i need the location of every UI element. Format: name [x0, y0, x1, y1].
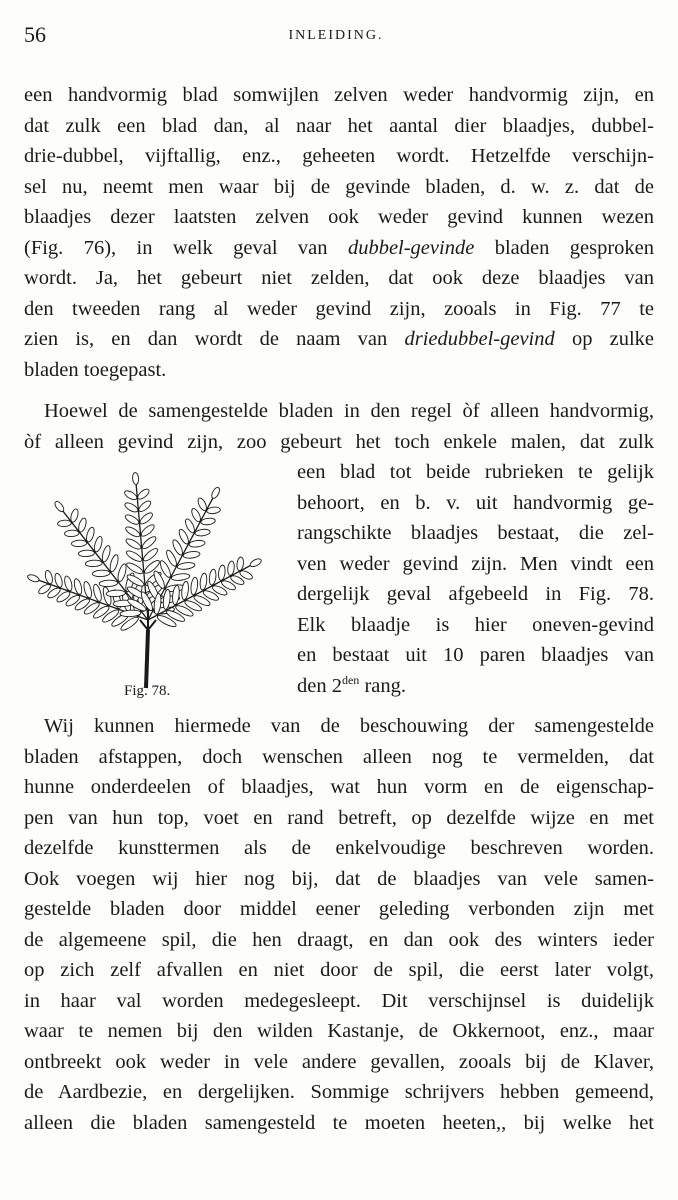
text-line: een handvormig blad somwijlen zelven weder handvormig zijn, en [24, 84, 654, 106]
paragraph-3 [24, 711, 654, 1138]
text-line: Hoewel de samengestelde bladen in den regel òf alleen handvormig, [44, 400, 654, 422]
text-line: sel nu, neemt men waar bij de gevinde bladen, d. w. z. dat de [24, 175, 654, 198]
text-line: bladen afstappen, doch wenschen alleen nog te vermelden, dat [24, 745, 654, 768]
text-line: Wij kunnen hiermede van de beschouwing der samengestelde [44, 715, 654, 737]
text-line: Elk blaadje is hier oneven-gevind [297, 613, 654, 636]
text-line: dezelfde kunsttermen als de enkelvoudige beschreven worden. [24, 837, 654, 859]
text-line: een blad tot beide rubrieken te gelijk [297, 461, 654, 483]
text-line: en bestaat uit 10 paren blaadjes van [297, 644, 654, 666]
paragraph-2-beside-figure [297, 457, 654, 701]
text-line: pen van hun top, voet en rand betreft, op dezelfde wijze en met [24, 806, 654, 829]
paragraph-2 [24, 396, 654, 457]
text-line: de Aardbezie, en dergelijken. Sommige schrijvers hebben gemeend, [24, 1081, 654, 1103]
text-line: Ook voegen wij hier nog bij, dat de blaadjes van vele samen- [24, 867, 654, 890]
text-line: bladen toegepast. [24, 358, 167, 381]
page-number: 56 [24, 22, 46, 47]
text-line: ontbreekt ook weder in vele andere gevallen, zooals bij de Klaver, [24, 1050, 654, 1073]
text-line: de algemeene spil, die hen draagt, en dan ook des winters ieder [24, 928, 654, 951]
text-line: òf alleen gevind zijn, zoo gebeurt het toch enkele malen, dat zulk [24, 430, 654, 453]
text-line: dergelijk geval afgebeeld in Fig. 78. [297, 583, 654, 605]
text-line: blaadjes dezer laatsten zelven ook weder gevind kunnen wezen [24, 206, 654, 228]
text-line: waar te nemen bij den wilden Kastanje, de Okkernoot, enz., maar [24, 1020, 654, 1042]
text-line: gestelde bladen door middel eener geleding verbonden zijn met [24, 898, 654, 920]
running-head: INLEIDING. [288, 28, 384, 43]
text-line: ven weder gevind zijn. Men vindt een [297, 552, 654, 575]
text-line: den $2^{den}$ rang. [297, 672, 406, 697]
leaf-illustration [22, 470, 284, 690]
text-line: zien is, en dan wordt de naam van driedubbel-gevind op zulke [24, 328, 654, 350]
italic-term: driedubbel-gevind [404, 328, 555, 350]
text-line: (Fig. 76), in welk geval van dubbel-gevinde bladen gesproken [24, 236, 654, 259]
leaflet-group [22, 471, 270, 639]
text-line: op zich zelf afvallen en niet door de spil, die eerst later volgt, [24, 959, 654, 981]
text-line: drie-dubbel, vijftallig, enz., geheeten wordt. Hetzelfde verschijn- [24, 145, 654, 167]
text-line: dat zulk een blad dan, al naar het aantal dier blaadjes, dubbel- [24, 114, 654, 137]
text-line: rangschikte blaadjes bestaat, die zel- [297, 522, 654, 544]
paragraph-1 [24, 80, 654, 385]
italic-term: dubbel-gevinde [347, 236, 475, 259]
page-header [24, 22, 648, 52]
text-line: den tweeden rang al weder gevind zijn, zooals in Fig. 77 te [24, 297, 654, 320]
text-line: hunne onderdeelen of blaadjes, wat hun vorm en de eigenschap- [24, 776, 654, 798]
text-line: wordt. Ja, het gebeurt niet zelden, dat ook deze blaadjes van [24, 267, 654, 289]
text-line: in haar val worden medegesleept. Dit verschijnsel is duidelijk [24, 989, 654, 1012]
figure-caption: Fig. 78. [124, 683, 171, 699]
text-line: alleen die bladen samengesteld te moeten heeten,, bij welke het [24, 1111, 654, 1134]
text-line: behoort, en b. v. uit handvormig ge- [297, 491, 654, 514]
